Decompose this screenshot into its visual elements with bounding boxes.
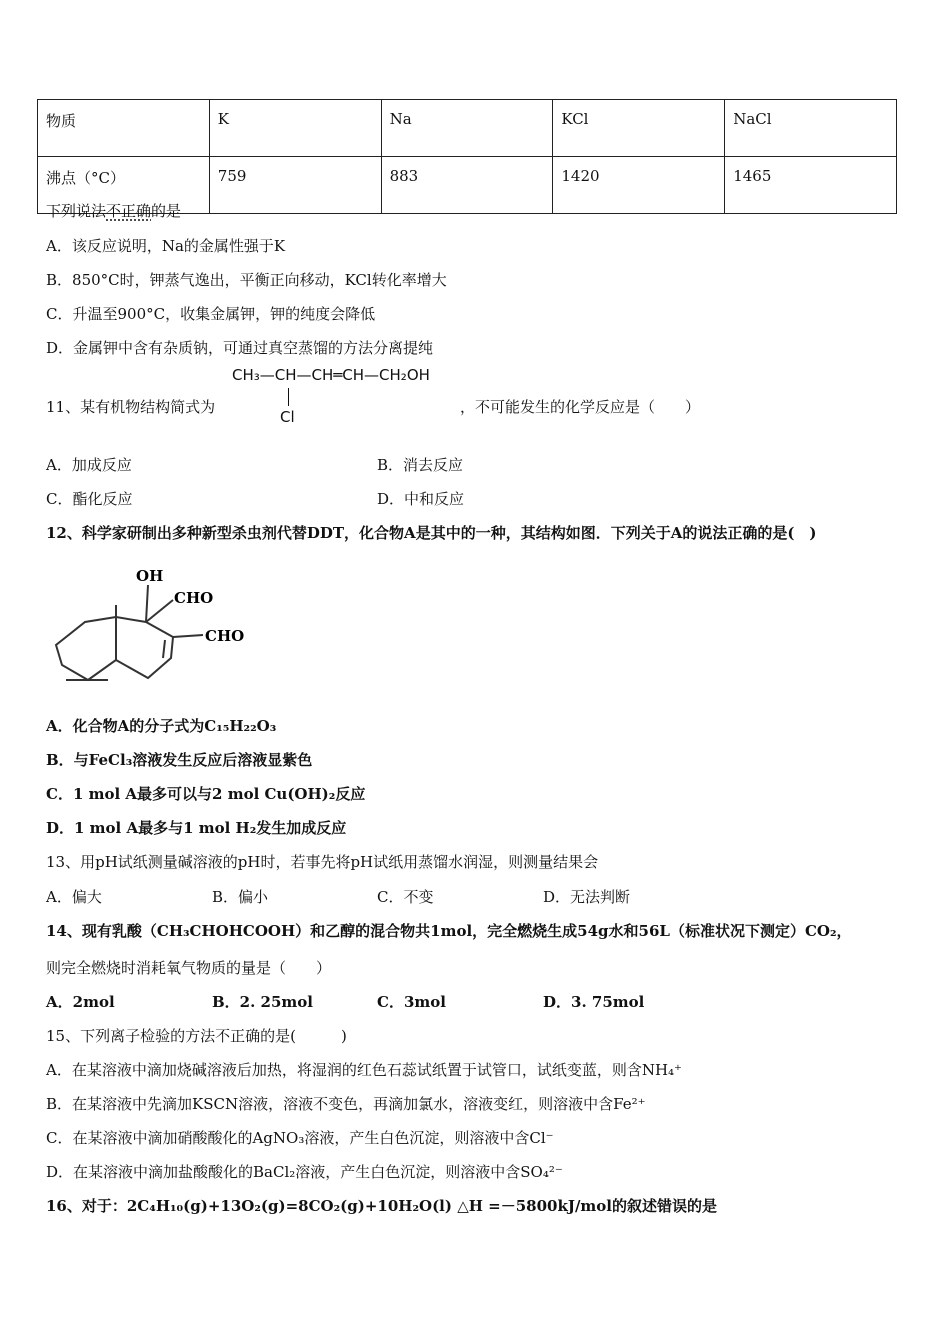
q10-stem-b: 的是	[151, 202, 182, 220]
q15-option-c: C．在某溶液中滴加硝酸酸化的AgNO₃溶液，产生白色沉淀，则溶液中含Cl⁻	[46, 1129, 554, 1147]
table-cell: 1465	[725, 157, 897, 214]
q15-option-b: B．在某溶液中先滴加KSCN溶液，溶液不变色，再滴加氯水，溶液变红，则溶液中含Fe²⁺	[46, 1095, 646, 1113]
q10-stem	[46, 200, 181, 221]
q14-option-c: C．3mol	[377, 993, 446, 1011]
table-cell: Na	[381, 100, 553, 157]
q11-stem-a: 11、某有机物结构简式为	[46, 398, 216, 416]
compound-a-structure-diagram	[48, 565, 278, 690]
q13-option-d: D．无法判断	[543, 888, 631, 906]
q14-option-d: D．3. 75mol	[543, 993, 645, 1011]
table-cell: 沸点（°C）	[38, 157, 210, 214]
table-cell: K	[209, 100, 381, 157]
q10-stem-a: 下列说法	[46, 202, 107, 220]
q13-stem: 13、用pH试纸测量碱溶液的pH时，若事先将pH试纸用蒸馏水润湿，则测量结果会	[46, 853, 599, 871]
bond-oh	[146, 585, 148, 622]
q12-stem: 12、科学家研制出多种新型杀虫剂代替DDT，化合物A是其中的一种，其结构如图．下列关于A的说法正确的是( )	[46, 524, 817, 542]
q11-option-b: B．消去反应	[377, 456, 464, 474]
q13-option-a: A．偏大	[46, 888, 102, 906]
q11-option-a: A．加成反应	[46, 456, 132, 474]
label-cho-right: CHO	[205, 627, 245, 645]
q11-structural-formula	[232, 366, 430, 426]
table-cell: 759	[209, 157, 381, 214]
double-bond	[163, 640, 165, 658]
boiling-point-table	[37, 99, 897, 214]
q15-stem: 15、下列离子检验的方法不正确的是( )	[46, 1027, 347, 1045]
bond-cho2	[173, 635, 203, 637]
q13-option-c: C．不变	[377, 888, 434, 906]
q10-option-a: A．该反应说明，Na的金属性强于K	[46, 237, 286, 255]
q11-option-c: C．酯化反应	[46, 490, 133, 508]
q14-option-b: B．2. 25mol	[212, 993, 314, 1011]
table-cell: 883	[381, 157, 553, 214]
q12-option-a: A．化合物A的分子式为C₁₅H₂₂O₃	[46, 717, 277, 735]
q10-option-d: D．金属钾中含有杂质钠，可通过真空蒸馏的方法分离提纯	[46, 339, 434, 357]
q11-stem-b: ，不可能发生的化学反应是（ ）	[460, 398, 701, 416]
bond-cho1	[146, 600, 173, 622]
q10-stem-emphasis: 不正确	[106, 202, 152, 220]
q15-option-d: D．在某溶液中滴加盐酸酸化的BaCl₂溶液，产生白色沉淀，则溶液中含SO₄²⁻	[46, 1163, 563, 1181]
q15-option-a: A．在某溶液中滴加烧碱溶液后加热，将湿润的红色石蕊试纸置于试管口，试纸变蓝，则含NH₄⁺	[46, 1061, 682, 1079]
q11-formula-substituent: Cl	[280, 408, 295, 426]
q13-option-b: B．偏小	[212, 888, 269, 906]
q14-stem-line2: 则完全燃烧时消耗氧气物质的量是（ ）	[46, 959, 332, 977]
table-cell: NaCl	[725, 100, 897, 157]
bond-line	[288, 388, 289, 406]
q14-option-a: A．2mol	[46, 993, 115, 1011]
table-header-row	[38, 100, 897, 157]
q14-stem-line1: 14、现有乳酸（CH₃CHOHCOOH）和乙醇的混合物共1mol，完全燃烧生成54g水和56L（标准状况下测定）CO₂，	[46, 922, 852, 940]
table-cell: KCl	[553, 100, 725, 157]
q11-formula-main: CH₃—CH—CH═CH—CH₂OH	[232, 366, 430, 384]
q12-option-d: D．1 mol A最多与1 mol H₂发生加成反应	[46, 819, 347, 837]
label-cho-top: CHO	[174, 589, 214, 607]
q10-option-b: B．850°C时，钾蒸气逸出，平衡正向移动，KCl转化率增大	[46, 271, 447, 289]
q10-option-c: C．升温至900°C，收集金属钾，钾的纯度会降低	[46, 305, 376, 323]
table-cell: 物质	[38, 100, 210, 157]
label-oh: OH	[136, 567, 164, 585]
q11-option-d: D．中和反应	[377, 490, 465, 508]
left-ring	[56, 617, 116, 680]
q12-option-c: C．1 mol A最多可以与2 mol Cu(OH)₂反应	[46, 785, 366, 803]
table-cell: 1420	[553, 157, 725, 214]
q16-stem: 16、对于：2C₄H₁₀(g)+13O₂(g)=8CO₂(g)+10H₂O(l) △H =－5800kJ/mol的叙述错误的是	[46, 1197, 717, 1215]
q12-option-b: B．与FeCl₃溶液发生反应后溶液显紫色	[46, 751, 313, 769]
